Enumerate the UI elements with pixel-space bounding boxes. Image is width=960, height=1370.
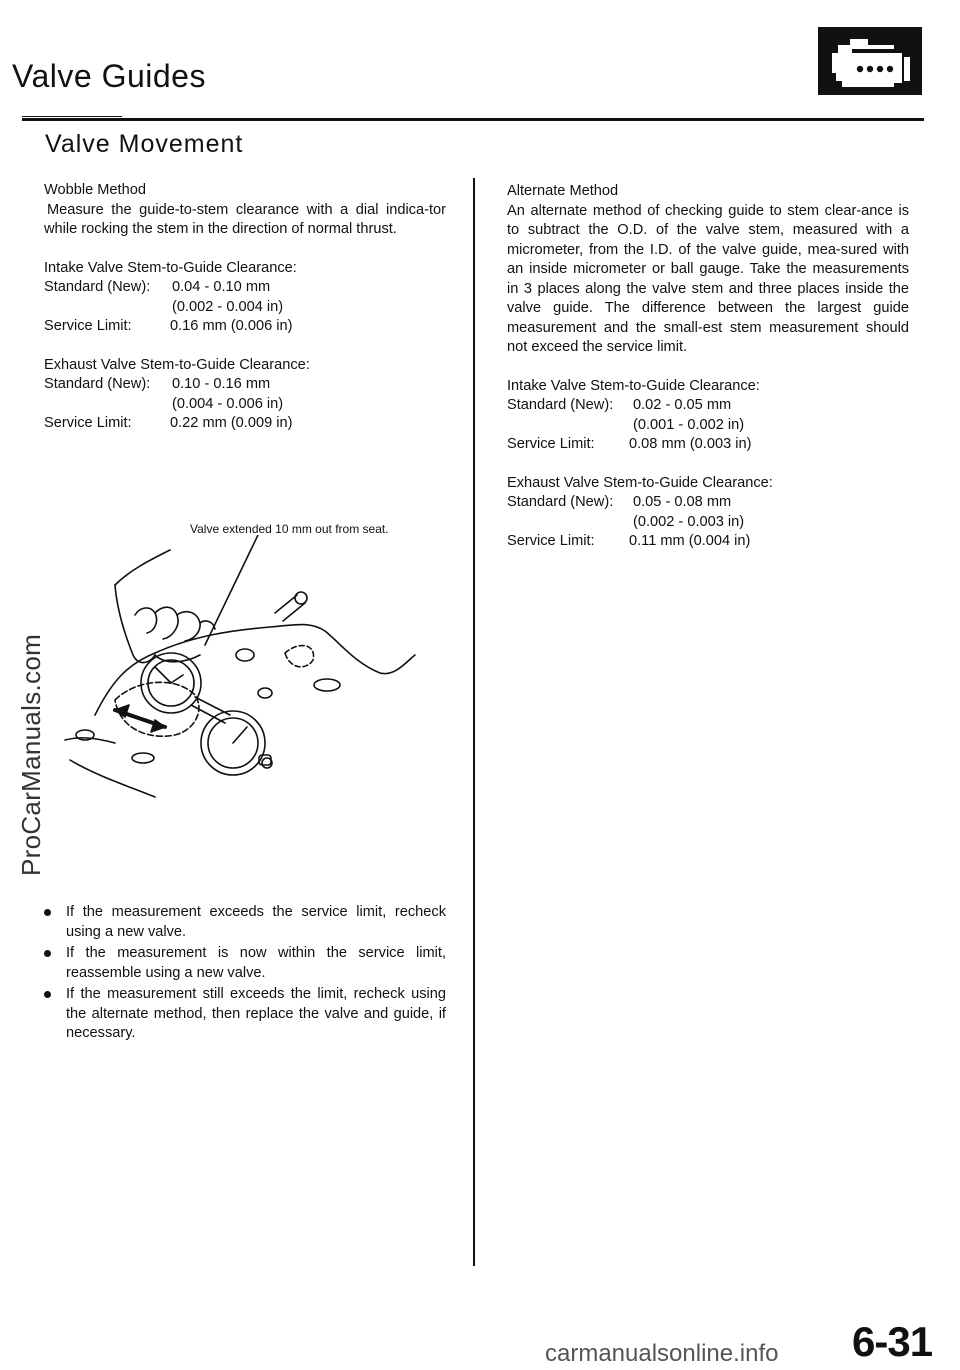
section-title: Valve Movement — [45, 130, 244, 158]
list-item: If the measurement still exceeds the limit, recheck using the alternate method, then replace the valve and guide, if necessary. — [44, 985, 446, 1044]
bullet-dot — [44, 909, 51, 916]
right-intake-title: Intake Valve Stem-to-Guide Clearance: — [507, 377, 760, 394]
left-intake-title: Intake Valve Stem-to-Guide Clearance: — [44, 259, 297, 276]
left-intake-service-value: 0.16 mm (0.006 in) — [170, 318, 293, 334]
watermark-side: ProCarManuals.com — [16, 633, 46, 876]
right-exhaust-standard-in-row — [507, 513, 909, 533]
alternate-method-title: Alternate Method — [507, 183, 619, 199]
bullet-list — [44, 903, 446, 1046]
title-rule-accent — [22, 116, 122, 117]
right-intake-standard-label: Standard (New): — [507, 397, 614, 413]
left-exhaust-service-row — [44, 414, 446, 434]
right-intake-standard-row — [507, 396, 909, 416]
right-exhaust-service-row — [507, 532, 909, 552]
right-exhaust-standard-row — [507, 493, 909, 513]
left-exhaust-standard-in: (0.004 - 0.006 in) — [172, 395, 284, 412]
right-intake-service-label: Service Limit: — [507, 436, 595, 452]
column-divider — [473, 178, 475, 1266]
right-column — [507, 182, 909, 552]
left-column — [44, 181, 446, 434]
list-item: If the measurement is now within the service limit, reassemble using a new valve. — [44, 944, 446, 983]
left-intake-standard-label: Standard (New): — [44, 279, 151, 295]
left-intake-service-row — [44, 317, 446, 337]
engine-icon — [818, 27, 922, 95]
right-intake-standard-in: (0.001 - 0.002 in) — [633, 416, 745, 433]
right-intake-service-value: 0.08 mm (0.003 in) — [629, 436, 752, 452]
watermark-bottom: carmanualsonline.info — [545, 1340, 779, 1367]
page-number: 6-31 — [852, 1318, 933, 1365]
right-exhaust-standard-in: (0.002 - 0.003 in) — [633, 513, 745, 530]
right-exhaust-standard-mm: 0.05 - 0.08 mm — [633, 494, 732, 510]
wobble-method-title: Wobble Method — [44, 182, 146, 198]
figure-caption: Valve extended 10 mm out from seat. — [190, 522, 389, 536]
page-title: Valve Guides — [12, 58, 206, 94]
left-intake-service-label: Service Limit: — [44, 318, 132, 334]
right-exhaust-service-label: Service Limit: — [507, 533, 595, 549]
left-exhaust-title: Exhaust Valve Stem-to-Guide Clearance: — [44, 356, 310, 373]
wobble-method-text: Measure the guide-to-stem clearance with a dial indica-tor while rocking the stem in the direction of normal thrust. — [44, 201, 446, 237]
bullet-dot — [44, 991, 51, 998]
left-intake-standard-row — [44, 278, 446, 298]
left-exhaust-standard-label: Standard (New): — [44, 376, 151, 392]
left-exhaust-standard-row — [44, 375, 446, 395]
right-exhaust-title: Exhaust Valve Stem-to-Guide Clearance: — [507, 474, 773, 491]
left-exhaust-standard-in-row — [44, 395, 446, 415]
left-exhaust-service-value: 0.22 mm (0.009 in) — [170, 415, 293, 431]
alternate-method-text: An alternate method of checking guide to stem clear-ance is to subtract the O.D. of the valve stem, measured with a micrometer, from the I.D. of the valve guide, mea-sured with an inside micrometer or ball gauge. Take the measurements in 3 places along the valve stem and three places inside the valve guide. The difference between the largest guide measurement and the small-est stem measurement should not exceed the service limit. — [507, 202, 909, 355]
right-intake-standard-mm: 0.02 - 0.05 mm — [633, 397, 732, 413]
dial-indicator-figure — [55, 535, 425, 810]
left-exhaust-standard-mm: 0.10 - 0.16 mm — [172, 376, 271, 392]
title-rule — [22, 118, 924, 121]
right-intake-service-row — [507, 435, 909, 455]
left-intake-standard-in-row — [44, 298, 446, 318]
left-intake-standard-mm: 0.04 - 0.10 mm — [172, 279, 271, 295]
right-exhaust-service-value: 0.11 mm (0.004 in) — [629, 533, 751, 549]
right-intake-standard-in-row — [507, 416, 909, 436]
bullet-dot — [44, 950, 51, 957]
left-intake-standard-in: (0.002 - 0.004 in) — [172, 298, 284, 315]
left-exhaust-service-label: Service Limit: — [44, 415, 132, 431]
right-exhaust-standard-label: Standard (New): — [507, 494, 614, 510]
list-item: If the measurement exceeds the service limit, recheck using a new valve. — [44, 903, 446, 942]
